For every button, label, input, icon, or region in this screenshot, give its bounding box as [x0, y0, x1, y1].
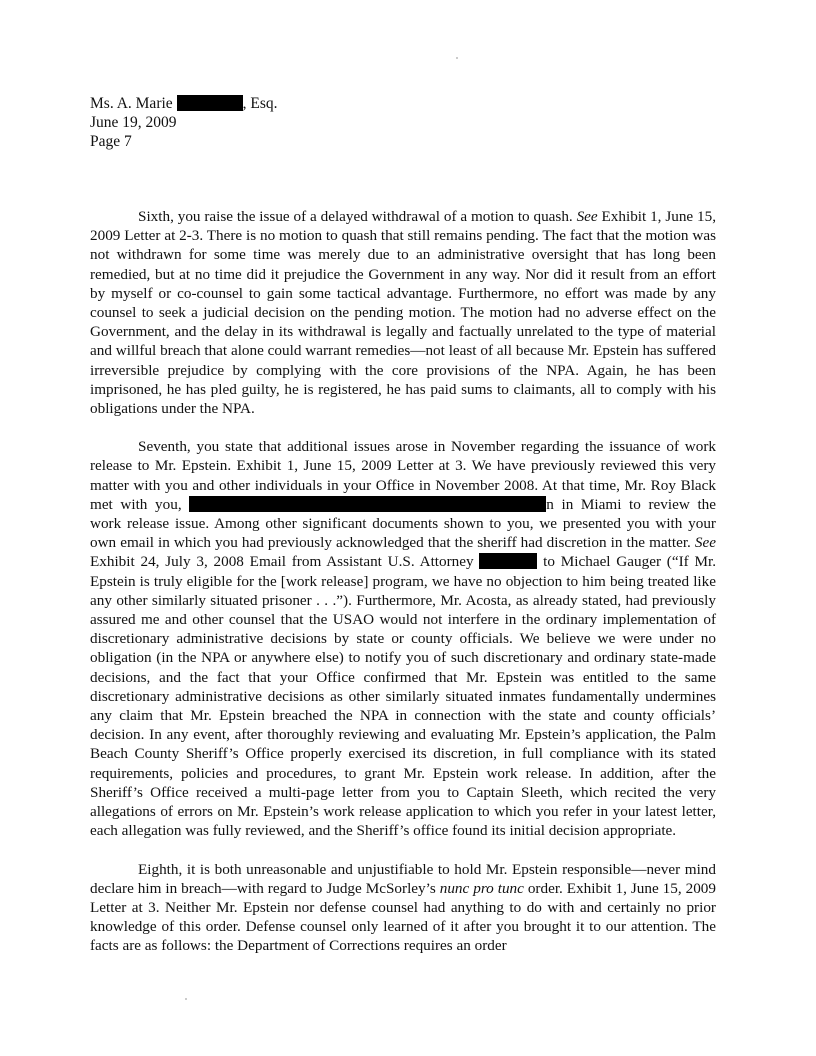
paragraph-eighth — [90, 860, 716, 956]
page-number: Page 7 — [90, 133, 132, 150]
see-signal: See — [576, 208, 598, 225]
scan-speck — [456, 57, 458, 59]
letter-header — [90, 94, 714, 151]
paragraph-text: Exhibit 1, June 15, 2009 Letter at 2-3. There is no motion to quash that still remains pending. The fact that the motion was not withdrawn for some time was merely due to an administrative oversight that has long been remedied, but at no time did it prejudice the Government in any way. Nor did it result from an effort by myself or co-counsel to gain some tactical advantage. Furthermore, no effort was made by any counsel to seek a judicial decision on the pending motion. The motion had no adverse effect on the Government, and the delay in its withdrawal is legally and factually unrelated to the type of material and willful breach that alone could warrant remedies—not least of all because Mr. Epstein has suffered irreversible prejudice by complying with the core provisions of the NPA. Again, he has been imprisoned, he has pled guilty, he is registered, he has paid sums to claimants, all to comply with his obligations under the NPA. — [90, 208, 716, 418]
recipient-line — [90, 94, 714, 113]
scan-speck — [185, 998, 187, 1000]
letter-body — [90, 207, 716, 956]
recipient-prefix: Ms. A. Marie — [90, 95, 173, 112]
paragraph-text: Exhibit 24, July 3, 2008 Email from Assistant U.S. Attorney — [90, 553, 480, 571]
paragraph-sixth — [90, 207, 716, 418]
paragraph-text: Seventh, you state that additional issues arose in November regarding the issuance of work release to Mr. Epstein. Exhibit 1, June 15, 2009 Letter at 3. We have previously reviewed this very matter with you and other individuals in your Office in November 2008. At that time, Mr. Roy Black met with you, — [90, 438, 716, 513]
italic-term: nunc pro tunc — [439, 879, 524, 897]
paragraph-text: Eighth, it is both unreasonable and unjustifiable to hold Mr. Epstein responsible—never mind declare him in breach—with regard to Judge McSorley’s — [90, 860, 716, 897]
paragraph-text: Sixth, you raise the issue of a delayed withdrawal of a motion to quash. — [138, 208, 577, 225]
redaction-box — [189, 496, 546, 512]
paragraph-text: n in Miami to review the work release issue. Among other significant documents shown to you, we presented you with your own email in which you had previously acknowledged that the sheriff had discretion in the matter. — [90, 495, 716, 552]
redaction-box — [177, 95, 243, 111]
paragraph-text: order. Exhibit 1, June 15, 2009 Letter at 3. Neither Mr. Epstein nor defense counsel had anything to do with and certainly no prior knowledge of this order. Defense counsel only learned of it after you brought it to our attention. The facts are as follows: the Department of Corrections requires an order — [90, 879, 716, 955]
letter-date: June 19, 2009 — [90, 114, 177, 131]
paragraph-text: to Michael Gauger (“If Mr. Epstein is truly eligible for the [work release] program, we have no objection to him being treated like any other similarly situated prisoner . . .”). Furthermore, Mr. Acosta, as already stated, had previously assured me and other counsel that the USAO would not interfere in the ordinary implementation of discretionary administrative decisions by state or county officials. We believe we were under no obligation (in the NPA or anywhere else) to notify you of such discretionary and ordinary state-made decisions, and the fact that your Office confirmed that Mr. Epstein was entitled to the same discretionary administrative decisions as other similarly situated inmates fundamentally undermines any claim that Mr. Epstein breached the NPA in connection with the state and county officials’ decision. In any event, after thoroughly reviewing and evaluating Mr. Epstein’s application, the Palm Beach County Sheriff’s Office properly exercised its discretion, in full compliance with its stated requirements, policies and procedures, to grant Mr. Epstein work release. In addition, after the Sheriff’s Office received a multi-page letter from you to Captain Sleeth, which recited the very allegations of errors on Mr. Epstein’s work release application to which you refer in your latest letter, each allegation was fully reviewed, and the Sheriff’s office found its initial decision appropriate. — [90, 553, 716, 840]
paragraph-seventh — [90, 437, 716, 840]
redaction-box — [479, 553, 537, 569]
see-signal: See — [694, 534, 716, 552]
recipient-suffix: , Esq. — [242, 95, 278, 112]
